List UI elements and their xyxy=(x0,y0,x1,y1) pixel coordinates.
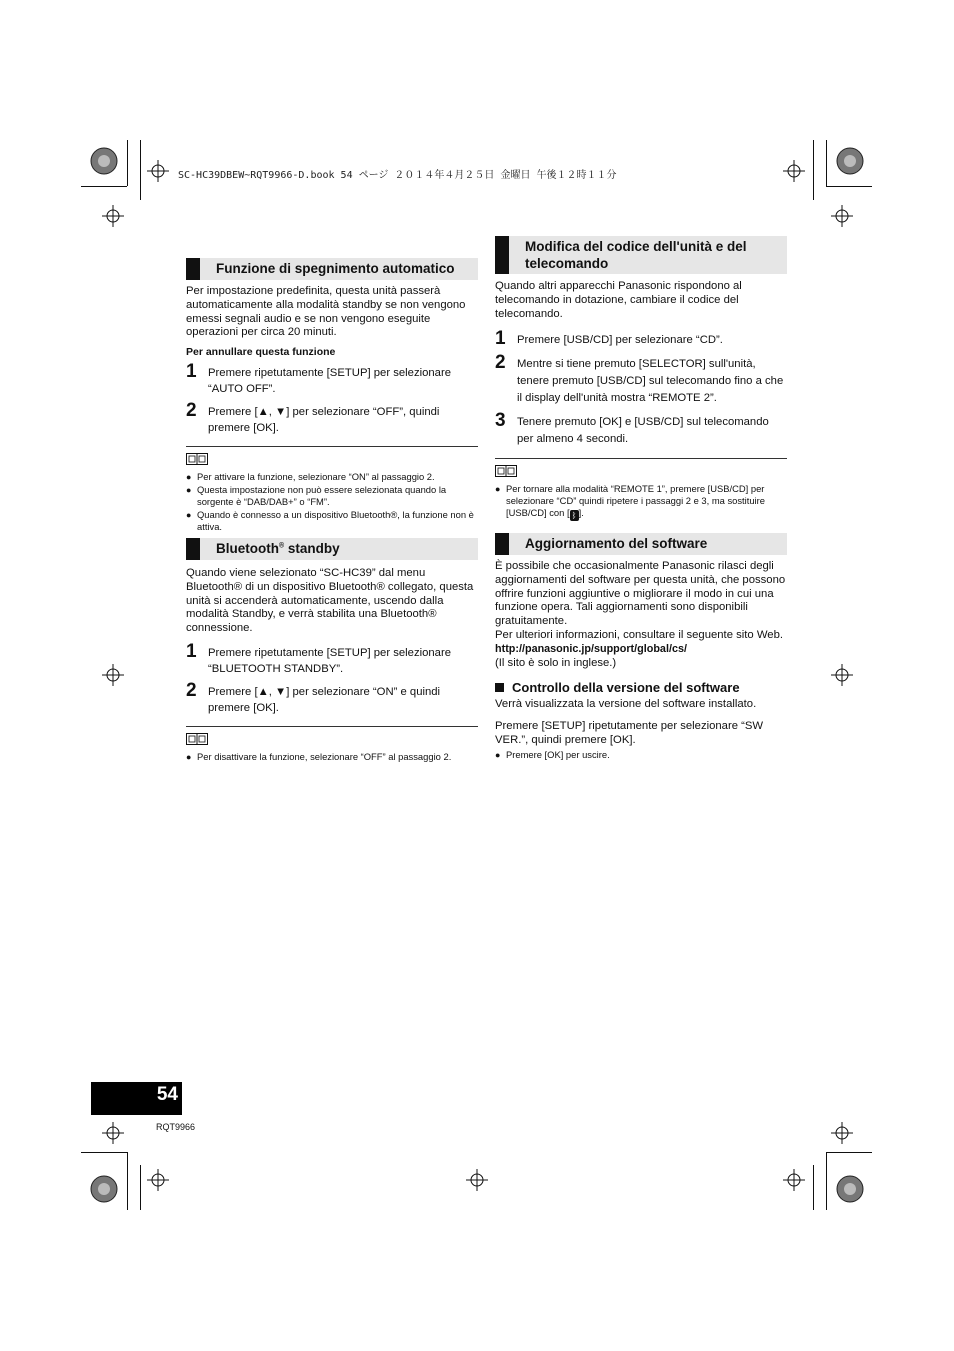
step-item: 1 Premere [USB/CD] per selezionare “CD”. xyxy=(495,328,723,350)
section-marker xyxy=(186,258,200,280)
note-divider xyxy=(495,458,787,459)
registration-sunburst-icon xyxy=(835,1174,865,1204)
crosshair-icon xyxy=(147,160,169,182)
auto-off-intro: Per impostazione predefinita, questa unità passerà automaticamente alla modalità standby se non vengono emessi segnali audio e se non vengono eseguite operazioni per circa 20 minuti. xyxy=(186,285,466,339)
note-item: ● Quando è connesso a un dispositivo Bluetooth®, la funzione non è attiva. xyxy=(186,509,474,533)
crop-line xyxy=(140,140,141,200)
step-item: 1 Premere ripetutamente [SETUP] per selezionare “AUTO OFF”. xyxy=(186,361,451,396)
step-item: 3 Tenere premuto [OK] e [USB/CD] sul telecomando per almeno 4 secondi. xyxy=(495,410,769,446)
book-note-icon xyxy=(186,452,208,464)
check-version-step: Premere [SETUP] ripetutamente per selezionare “SW VER.”, quindi premere [OK]. xyxy=(495,720,764,746)
step-item: 2 Mentre si tiene premuto [SELECTOR] sull'unità, tenere premuto [USB/CD] sul telecomando fino a che il display dell'unità mostra “REMOTE 2”. xyxy=(495,352,784,405)
square-bullet-icon xyxy=(495,683,504,692)
crop-line xyxy=(826,186,872,187)
support-url[interactable]: http://panasonic.jp/support/global/cs/ xyxy=(495,642,687,655)
crop-line xyxy=(813,1165,814,1210)
remote-code-intro: Quando altri apparecchi Panasonic rispondono al telecomando in dotazione, cambiare il codice del telecomando. xyxy=(495,280,742,320)
document-code: RQT9966 xyxy=(156,1122,196,1132)
registration-sunburst-icon xyxy=(89,146,119,176)
crosshair-icon xyxy=(102,205,124,227)
note-item: ● Premere [OK] per uscire. xyxy=(495,748,610,760)
crop-line xyxy=(127,1152,128,1210)
section-title-auto-off: Funzione di spegnimento automatico xyxy=(186,258,478,280)
step-item: 2 Premere [▲, ▼] per selezionare “OFF”, quindi premere [OK]. xyxy=(186,400,440,435)
print-header-line: SC-HC39DBEW~RQT9966-D.book 54 ページ ２０１４年４月２５日 金曜日 午後１２時１１分 xyxy=(178,170,617,181)
section-marker xyxy=(186,538,200,560)
left-column-bt xyxy=(186,538,478,763)
left-column xyxy=(186,258,478,533)
crosshair-icon xyxy=(783,1169,805,1191)
crosshair-icon xyxy=(831,205,853,227)
crosshair-icon xyxy=(783,160,805,182)
crop-line xyxy=(81,1152,127,1153)
software-more-info: Per ulteriori informazioni, consultare il seguente sito Web. xyxy=(495,628,783,641)
english-only-note: (Il sito è solo in inglese.) xyxy=(495,656,617,669)
book-note-icon xyxy=(186,732,208,744)
crosshair-icon xyxy=(102,664,124,686)
crop-line xyxy=(826,1152,872,1153)
check-version-heading: Controllo della versione del software xyxy=(495,680,787,695)
registration-sunburst-icon xyxy=(835,146,865,176)
bt-standby-intro: Quando viene selezionato “SC-HC39” dal menu Bluetooth® di un dispositivo Bluetooth® collegato, questa unità si accenderà automaticamente, uscendo dalla modalità Standby, e verrà stabilita una Bluetooth® connessione. xyxy=(186,567,474,635)
crosshair-icon xyxy=(831,664,853,686)
step-item: 2 Premere [▲, ▼] per selezionare “ON” e quindi premere [OK]. xyxy=(186,679,441,714)
note-item: ● Questa impostazione non può essere selezionata quando la sorgente è “DAB/DAB+” o “FM”. xyxy=(186,484,447,508)
crop-line xyxy=(826,1152,827,1210)
bluetooth-icon: ᛒ xyxy=(570,510,579,521)
section-title-bt-standby: Bluetooth® standby xyxy=(186,538,478,560)
right-column xyxy=(495,236,787,521)
crosshair-icon xyxy=(147,1169,169,1191)
software-intro: È possibile che occasionalmente Panasonic rilasci degli aggiornamenti del software per questa unità, che possono offrire funzioni aggiuntive o migliorare il modo in cui una funzione opera. Tali aggiornamenti sono disponibili gratuitamente. xyxy=(495,560,786,628)
section-marker xyxy=(495,236,509,274)
section-title-remote-code: Modifica del codice dell'unità e del telecomando xyxy=(495,236,787,274)
crop-line xyxy=(813,140,814,200)
note-item: ● Per disattivare la funzione, selezionare “OFF” al passaggio 2. xyxy=(186,750,452,762)
crop-line xyxy=(140,1165,141,1210)
check-version-intro: Verrà visualizzata la versione del software installato. xyxy=(495,698,757,711)
note-divider xyxy=(186,726,478,727)
crop-line xyxy=(127,140,128,186)
crop-line xyxy=(826,140,827,186)
note-item: ● Per tornare alla modalità “REMOTE 1”, premere [USB/CD] per selezionare “CD” quindi ripetere i passaggi 2 e 3, ma sostituire [USB/CD] con [ ᛒ ]. xyxy=(495,483,765,521)
crosshair-icon xyxy=(831,1122,853,1144)
section-title-software: Aggiornamento del software xyxy=(495,533,787,555)
book-note-icon xyxy=(495,464,517,476)
page-number-box xyxy=(91,1082,182,1115)
crosshair-icon xyxy=(102,1122,124,1144)
right-column-software xyxy=(495,533,787,761)
step-item: 1 Premere ripetutamente [SETUP] per selezionare “BLUETOOTH STANDBY”. xyxy=(186,640,451,675)
page-number: 54 xyxy=(156,1084,178,1105)
registration-sunburst-icon xyxy=(89,1174,119,1204)
crosshair-icon xyxy=(466,1169,488,1191)
note-item: ● Per attivare la funzione, selezionare “ON” al passaggio 2. xyxy=(186,471,435,483)
cancel-heading: Per annullare questa funzione xyxy=(186,346,336,359)
crop-line xyxy=(81,186,127,187)
section-marker xyxy=(495,533,509,555)
note-divider xyxy=(186,446,478,447)
